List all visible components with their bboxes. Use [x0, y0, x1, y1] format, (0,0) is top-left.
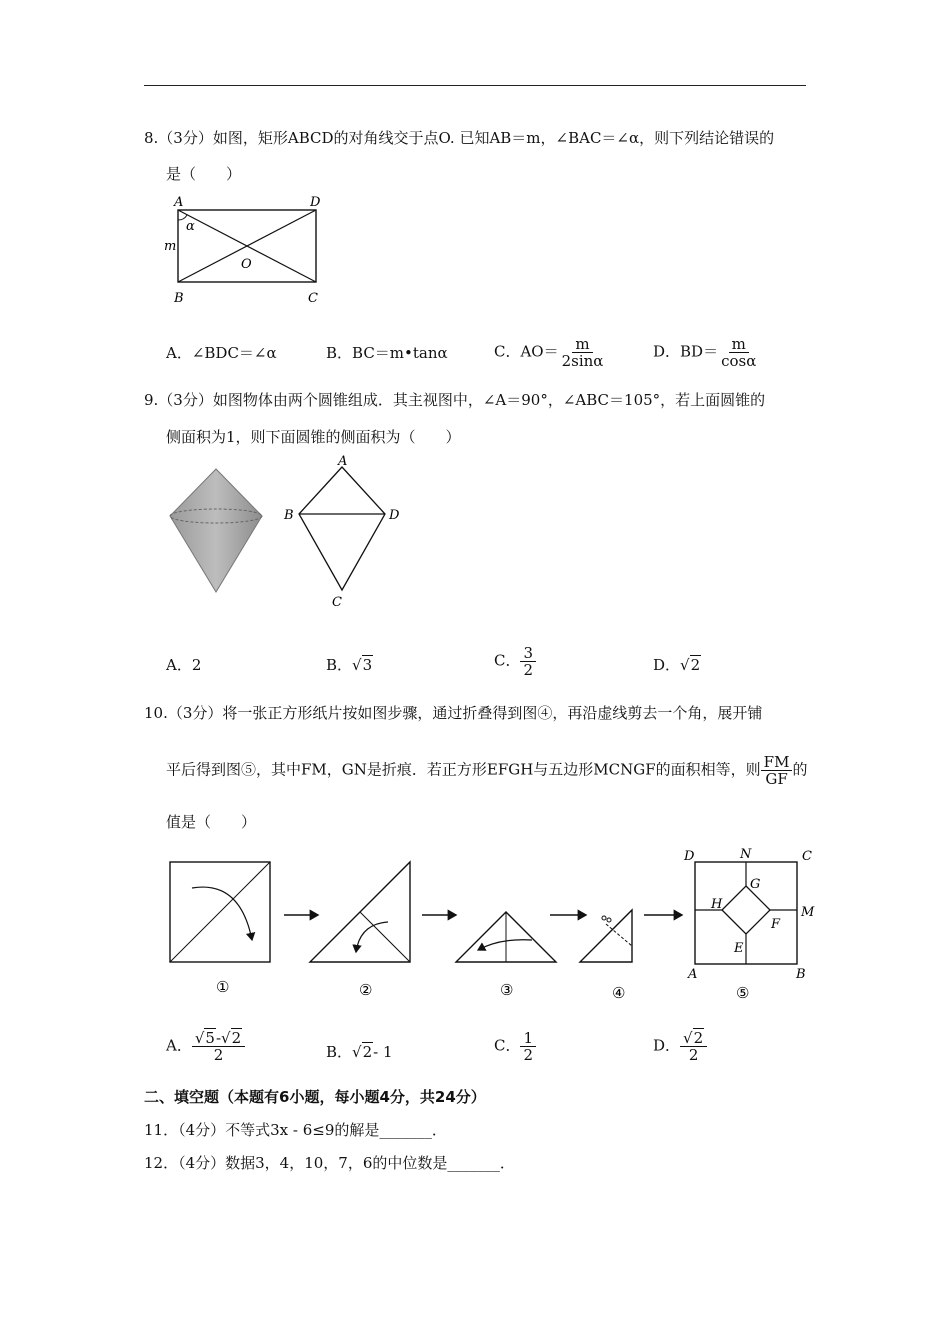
q8-stem-line1: 8.（3分）如图，矩形ABCD的对角线交于点O. 已知AB＝m，∠BAC＝∠α，则下列结论错误的	[144, 129, 775, 147]
section-heading-fill-in: 二、填空题（本题有6小题，每小题4分，共24分）	[144, 1088, 486, 1106]
q10-folding-figures	[160, 840, 840, 1005]
q9-option-c-den: 2	[523, 661, 534, 679]
q9-option-b-label: B．	[326, 656, 353, 674]
q10-figure-3	[456, 912, 556, 962]
q9-label-D: D	[389, 508, 400, 523]
q10-ratio-den: GF	[765, 770, 788, 788]
q8-option-c-num: m	[572, 336, 592, 353]
q10-option-d-numerator: √2	[680, 1030, 707, 1047]
q10-fig5-label-B: B	[796, 967, 806, 982]
q8-option-d-label: D．BD＝	[653, 342, 719, 361]
q9-option-d-radicand: 2	[690, 656, 701, 674]
q10-option-d-label: D．	[653, 1036, 681, 1055]
q10-figure-4	[580, 910, 632, 962]
q9-label-C: C	[332, 595, 342, 610]
q10-option-b-radicand: 2	[362, 1043, 373, 1061]
q8-option-d-fraction	[718, 336, 759, 369]
q11-stem: 11．（4分）不等式3x - 6≤9的解是_______．	[144, 1121, 447, 1139]
q9-option-c-label: C．	[494, 651, 521, 670]
q8-label-B: B	[174, 291, 184, 306]
q10-option-c	[494, 1030, 536, 1063]
q9-stem-line2: 侧面积为1，则下面圆锥的侧面积为（ ）	[166, 428, 461, 446]
q8-option-d-den: cosα	[721, 352, 757, 370]
q8-option-d	[653, 336, 759, 369]
q10-ratio-num: FM	[761, 754, 793, 771]
q10-option-a	[166, 1030, 245, 1063]
q8-stem-line2: 是（ ）	[166, 165, 242, 183]
q9-option-d-sqrt: √2	[680, 656, 701, 674]
q9-front-view-figure	[282, 452, 412, 612]
q10-fig5-label-M: M	[801, 905, 815, 920]
q9-stem-line1: 9.（3分）如图物体由两个圆锥组成．其主视图中，∠A＝90°，∠ABC＝105°，若上面圆锥的	[144, 391, 766, 409]
q10-option-a-minus: -	[215, 1029, 222, 1047]
q10-option-c-label: C．	[494, 1036, 521, 1055]
q10-option-b	[326, 1042, 393, 1062]
q10-stem-line2-pre: 平后得到图⑤，其中FM，GN是折痕．若正方形EFGH与五边形MCNGF的面积相等，则	[166, 760, 761, 779]
q10-figure-label-1: ①	[216, 978, 230, 996]
q9-option-d-label: D．	[653, 656, 681, 674]
q10-figure-label-3: ③	[500, 981, 514, 999]
q8-label-alpha: α	[186, 219, 195, 234]
q10-fig5-label-D: D	[684, 849, 695, 864]
q10-ratio-fraction	[761, 754, 793, 787]
q8-option-b: B．BC＝m•tanα	[326, 344, 448, 362]
q9-cone-solid-figure	[166, 464, 266, 596]
q10-fig5-label-A: A	[688, 967, 698, 982]
q8-option-c	[494, 336, 606, 369]
q9-label-A: A	[338, 454, 348, 469]
q10-option-b-label: B．	[326, 1043, 353, 1061]
q8-label-A: A	[174, 195, 184, 210]
q9-option-b-sqrt: √3	[352, 656, 373, 674]
q9-option-b	[326, 655, 373, 675]
q10-option-c-den: 2	[523, 1046, 534, 1064]
q10-stem-line3: 值是（ ）	[166, 813, 257, 831]
q9-option-c-fraction	[520, 645, 536, 678]
q8-option-d-num: m	[729, 336, 749, 353]
q10-stem-line1: 10.（3分）将一张正方形纸片按如图步骤，通过折叠得到图④，再沿虚线剪去一个角，展开铺	[144, 704, 763, 722]
q8-label-m: m	[164, 239, 177, 254]
q10-option-d-fraction	[680, 1030, 707, 1063]
q10-option-a-rad1: 5	[205, 1029, 215, 1047]
q10-option-a-fraction	[192, 1030, 245, 1063]
q8-rectangle-figure	[160, 190, 335, 310]
q10-option-b-tail: - 1	[373, 1043, 393, 1061]
q10-figure-2	[310, 862, 410, 962]
q10-fig5-label-N: N	[740, 847, 752, 862]
q8-option-c-den: 2sinα	[561, 352, 604, 370]
q10-option-c-fraction	[520, 1030, 536, 1063]
q10-fig5-label-G: G	[750, 877, 761, 892]
q10-option-a-label: A．	[166, 1036, 192, 1055]
q8-label-C: C	[308, 291, 318, 306]
q12-stem: 12．（4分）数据3，4，10，7，6的中位数是_______．	[144, 1154, 515, 1172]
q10-fig5-label-F: F	[771, 917, 781, 932]
q10-option-c-num: 1	[520, 1030, 536, 1047]
q9-option-d	[653, 655, 701, 675]
q9-option-b-radicand: 3	[362, 656, 373, 674]
q10-option-a-rad2: 2	[231, 1029, 242, 1047]
q10-option-d	[653, 1030, 707, 1063]
q10-figure-label-4: ④	[612, 984, 626, 1002]
q10-stem-line2-post: 的	[792, 760, 808, 779]
q10-figure-5	[683, 847, 815, 982]
q8-option-c-fraction	[559, 336, 607, 369]
q10-figure-label-5: ⑤	[736, 984, 750, 1002]
q10-option-d-den: 2	[688, 1046, 699, 1064]
q9-option-c-num: 3	[520, 645, 536, 662]
q10-fig5-label-H: H	[711, 897, 723, 912]
q10-option-d-radicand: 2	[693, 1029, 704, 1047]
q10-stem-line2	[166, 754, 807, 787]
q8-label-O: O	[241, 257, 252, 272]
q8-option-a: A．∠BDC＝∠α	[166, 344, 277, 362]
q10-option-a-numerator: √5-√2	[192, 1030, 245, 1047]
q10-option-a-den: 2	[213, 1046, 224, 1064]
q10-fig5-label-C: C	[802, 849, 812, 864]
top-rule	[144, 85, 806, 86]
q10-fig5-label-E: E	[734, 941, 744, 956]
q9-label-B: B	[284, 508, 294, 523]
q10-option-b-sqrt: √2	[352, 1043, 373, 1061]
q10-figure-label-2: ②	[359, 981, 373, 999]
q8-option-c-label: C．AO＝	[494, 342, 559, 361]
q9-option-a: A．2	[166, 656, 202, 674]
q9-option-c	[494, 645, 536, 678]
q8-label-D: D	[310, 195, 321, 210]
q10-figure-1	[170, 862, 270, 962]
